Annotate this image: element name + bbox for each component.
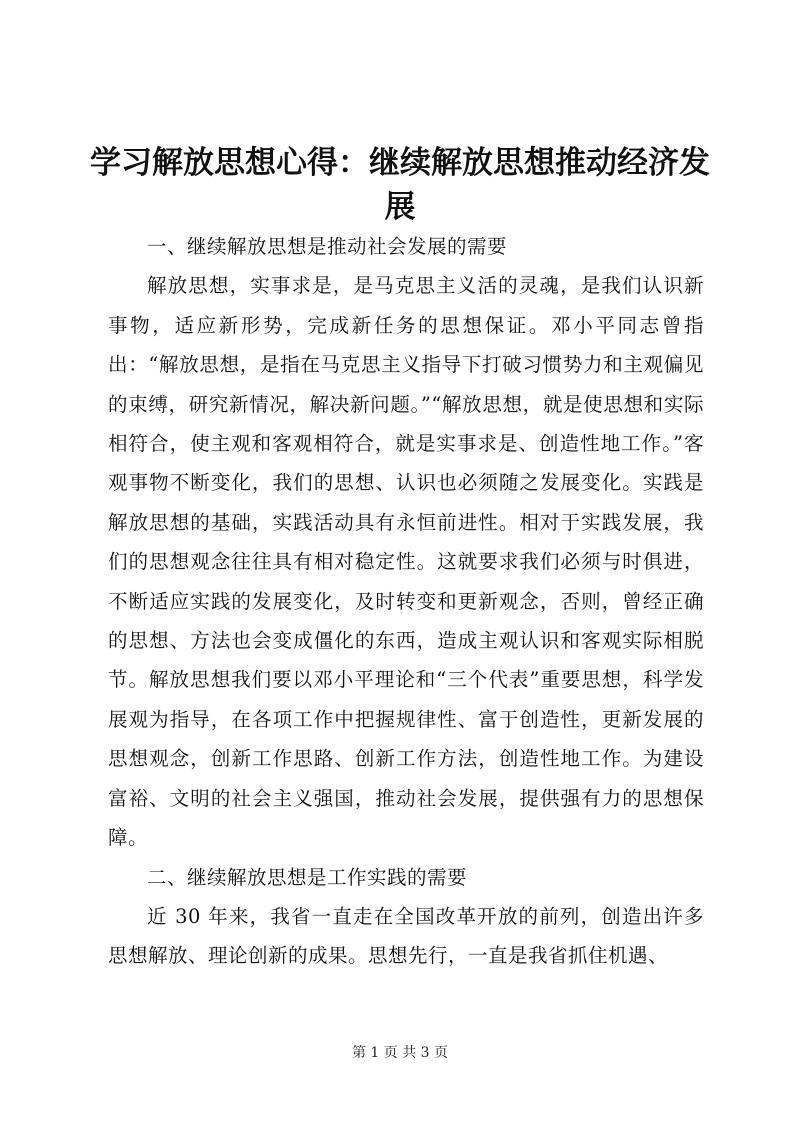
page-footer: 第 1 页 共 3 页 (351, 1045, 449, 1061)
section-heading: 一、继续解放思想是推动社会发展的需要 (147, 235, 508, 258)
document-body (108, 227, 704, 976)
body-paragraph: 解放思想，实事求是，是马克思主义活的灵魂，是我们认识新事物，适应新形势，完成新任务的思想保证。邓小平同志曾指出：“解放思想，是指在马克思主义指导下打破习惯势力和主观偏见的束缚，研究新情况，解决新问题。”“解放思想，就是使思想和实际相符合，使主观和客观相符合，就是实事求是、创造性地工作。”客观事物不断变化，我们的思想、认识也必须随之发展变化。实践是解放思想的基础，实践活动具有永恒前进性。相对于实践发展，我们的思想观念往往具有相对稳定性。这就要求我们必须与时俱进，不断适应实践的发展变化，及时转变和更新观念，否则，曾经正确的思想、方法也会变成僵化的东西，造成主观认识和客观实际相脱节。解放思想我们要以邓小平理论和“三个代表”重要思想，科学发展观为指导，在各项工作中把握规律性、富于创造性，更新发展的思想观念，创新工作思路、创新工作方法，创造性地工作。为建设富裕、文明的社会主义强国，推动社会发展，提供强有力的思想保障。 (108, 274, 704, 850)
body-paragraph: 近 30 年来，我省一直走在全国改革开放的前列，创造出许多思想解放、理论创新的成果。思想先行，一直是我省抓住机遇、 (108, 904, 704, 968)
section-1 (108, 227, 704, 858)
document-title: 学习解放思想心得：继续解放思想推动经济发展 (90, 145, 710, 225)
section-heading: 二、继续解放思想是工作实践的需要 (147, 865, 468, 889)
section-2 (108, 858, 704, 976)
